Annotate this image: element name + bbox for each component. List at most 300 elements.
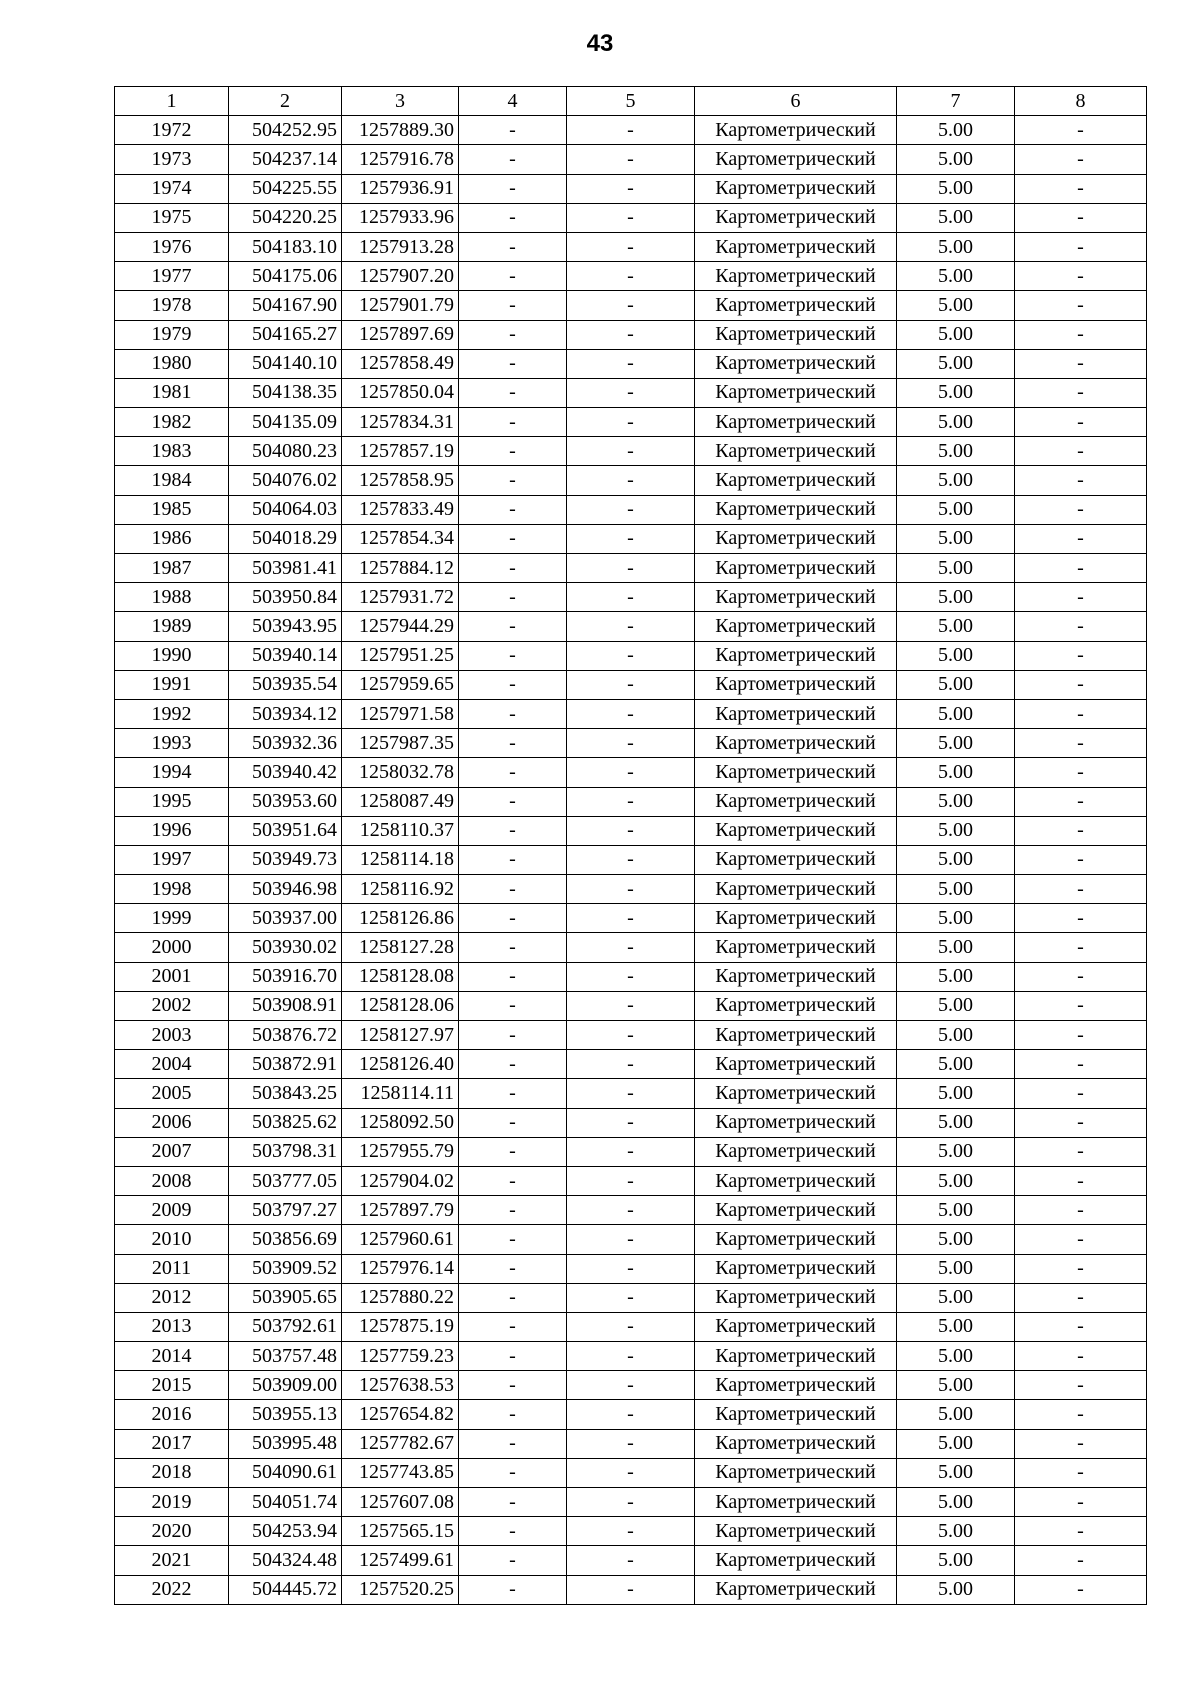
- x-coordinate-cell: 504138.35: [229, 378, 342, 407]
- method-cell: Картометрический: [695, 495, 897, 524]
- x-coordinate-cell: 503953.60: [229, 787, 342, 816]
- method-cell: Картометрический: [695, 612, 897, 641]
- col5-cell: -: [567, 1371, 695, 1400]
- x-coordinate-cell: 503843.25: [229, 1079, 342, 1108]
- x-coordinate-cell: 503872.91: [229, 1050, 342, 1079]
- accuracy-cell: 5.00: [897, 291, 1015, 320]
- col8-cell: -: [1015, 670, 1147, 699]
- y-coordinate-cell: 1257959.65: [342, 670, 459, 699]
- col5-cell: -: [567, 291, 695, 320]
- table-row: [115, 1050, 1147, 1079]
- col5-cell: -: [567, 1488, 695, 1517]
- y-coordinate-cell: 1257897.69: [342, 320, 459, 349]
- method-cell: Картометрический: [695, 1021, 897, 1050]
- y-coordinate-cell: 1257916.78: [342, 145, 459, 174]
- table-row: [115, 116, 1147, 145]
- x-coordinate-cell: 504064.03: [229, 495, 342, 524]
- col8-cell: -: [1015, 262, 1147, 291]
- accuracy-cell: 5.00: [897, 612, 1015, 641]
- col5-cell: -: [567, 845, 695, 874]
- col5-cell: -: [567, 1137, 695, 1166]
- col8-cell: -: [1015, 904, 1147, 933]
- method-cell: Картометрический: [695, 729, 897, 758]
- point-number-cell: 2007: [115, 1137, 229, 1166]
- col8-cell: -: [1015, 1021, 1147, 1050]
- col4-cell: -: [459, 291, 567, 320]
- col5-cell: -: [567, 583, 695, 612]
- col8-cell: -: [1015, 524, 1147, 553]
- x-coordinate-cell: 503935.54: [229, 670, 342, 699]
- y-coordinate-cell: 1258127.28: [342, 933, 459, 962]
- point-number-cell: 2010: [115, 1225, 229, 1254]
- col5-cell: -: [567, 933, 695, 962]
- x-coordinate-cell: 504140.10: [229, 349, 342, 378]
- method-cell: Картометрический: [695, 1458, 897, 1487]
- y-coordinate-cell: 1257987.35: [342, 729, 459, 758]
- accuracy-cell: 5.00: [897, 1196, 1015, 1225]
- col8-cell: -: [1015, 554, 1147, 583]
- col4-cell: -: [459, 1166, 567, 1195]
- y-coordinate-cell: 1257955.79: [342, 1137, 459, 1166]
- x-coordinate-cell: 504165.27: [229, 320, 342, 349]
- col4-cell: -: [459, 1079, 567, 1108]
- col4-cell: -: [459, 904, 567, 933]
- x-coordinate-cell: 503916.70: [229, 962, 342, 991]
- col4-cell: -: [459, 699, 567, 728]
- col8-cell: -: [1015, 1312, 1147, 1341]
- table-row: [115, 699, 1147, 728]
- accuracy-cell: 5.00: [897, 1488, 1015, 1517]
- accuracy-cell: 5.00: [897, 1225, 1015, 1254]
- accuracy-cell: 5.00: [897, 1371, 1015, 1400]
- col4-cell: -: [459, 1312, 567, 1341]
- accuracy-cell: 5.00: [897, 991, 1015, 1020]
- col5-cell: -: [567, 729, 695, 758]
- y-coordinate-cell: 1258087.49: [342, 787, 459, 816]
- col4-cell: -: [459, 1517, 567, 1546]
- table-row: [115, 437, 1147, 466]
- col8-cell: -: [1015, 116, 1147, 145]
- method-cell: Картометрический: [695, 1400, 897, 1429]
- accuracy-cell: 5.00: [897, 524, 1015, 553]
- y-coordinate-cell: 1257565.15: [342, 1517, 459, 1546]
- x-coordinate-cell: 503950.84: [229, 583, 342, 612]
- x-coordinate-cell: 503757.48: [229, 1342, 342, 1371]
- col4-cell: -: [459, 524, 567, 553]
- table-row: [115, 816, 1147, 845]
- accuracy-cell: 5.00: [897, 962, 1015, 991]
- col5-cell: -: [567, 408, 695, 437]
- x-coordinate-cell: 503949.73: [229, 845, 342, 874]
- col8-cell: -: [1015, 466, 1147, 495]
- table-row: [115, 1546, 1147, 1575]
- method-cell: Картометрический: [695, 1575, 897, 1604]
- col4-cell: -: [459, 203, 567, 232]
- table-row: [115, 875, 1147, 904]
- method-cell: Картометрический: [695, 408, 897, 437]
- point-number-cell: 1972: [115, 116, 229, 145]
- table-row: [115, 291, 1147, 320]
- accuracy-cell: 5.00: [897, 1546, 1015, 1575]
- col4-cell: -: [459, 962, 567, 991]
- x-coordinate-cell: 504167.90: [229, 291, 342, 320]
- point-number-cell: 1975: [115, 203, 229, 232]
- col4-cell: -: [459, 758, 567, 787]
- col5-cell: -: [567, 203, 695, 232]
- table-row: [115, 1225, 1147, 1254]
- col5-cell: -: [567, 466, 695, 495]
- method-cell: Картометрический: [695, 116, 897, 145]
- table-row: [115, 583, 1147, 612]
- table-row: [115, 1575, 1147, 1604]
- col5-cell: -: [567, 145, 695, 174]
- table-row: [115, 554, 1147, 583]
- col8-cell: -: [1015, 1429, 1147, 1458]
- col8-cell: -: [1015, 1166, 1147, 1195]
- coordinates-table: [114, 86, 1147, 1605]
- point-number-cell: 2000: [115, 933, 229, 962]
- method-cell: Картометрический: [695, 174, 897, 203]
- point-number-cell: 2013: [115, 1312, 229, 1341]
- col5-cell: -: [567, 232, 695, 261]
- table-row: [115, 1137, 1147, 1166]
- x-coordinate-cell: 503951.64: [229, 816, 342, 845]
- col8-cell: -: [1015, 174, 1147, 203]
- col5-cell: -: [567, 1312, 695, 1341]
- point-number-cell: 2001: [115, 962, 229, 991]
- column-header: 4: [459, 87, 567, 116]
- table-row: [115, 1079, 1147, 1108]
- col8-cell: -: [1015, 699, 1147, 728]
- table-row: [115, 174, 1147, 203]
- col5-cell: -: [567, 641, 695, 670]
- accuracy-cell: 5.00: [897, 1517, 1015, 1546]
- point-number-cell: 2021: [115, 1546, 229, 1575]
- col8-cell: -: [1015, 787, 1147, 816]
- y-coordinate-cell: 1257850.04: [342, 378, 459, 407]
- method-cell: Картометрический: [695, 933, 897, 962]
- col4-cell: -: [459, 933, 567, 962]
- col5-cell: -: [567, 378, 695, 407]
- point-number-cell: 1991: [115, 670, 229, 699]
- method-cell: Картометрический: [695, 1166, 897, 1195]
- col5-cell: -: [567, 320, 695, 349]
- x-coordinate-cell: 503798.31: [229, 1137, 342, 1166]
- y-coordinate-cell: 1257833.49: [342, 495, 459, 524]
- point-number-cell: 1973: [115, 145, 229, 174]
- col4-cell: -: [459, 116, 567, 145]
- table-row: [115, 1166, 1147, 1195]
- col8-cell: -: [1015, 1079, 1147, 1108]
- accuracy-cell: 5.00: [897, 378, 1015, 407]
- y-coordinate-cell: 1257884.12: [342, 554, 459, 583]
- accuracy-cell: 5.00: [897, 729, 1015, 758]
- table-row: [115, 1108, 1147, 1137]
- col4-cell: -: [459, 466, 567, 495]
- method-cell: Картометрический: [695, 1488, 897, 1517]
- table-row: [115, 904, 1147, 933]
- col4-cell: -: [459, 174, 567, 203]
- point-number-cell: 2012: [115, 1283, 229, 1312]
- method-cell: Картометрический: [695, 291, 897, 320]
- method-cell: Картометрический: [695, 466, 897, 495]
- column-header: 5: [567, 87, 695, 116]
- method-cell: Картометрический: [695, 1079, 897, 1108]
- col4-cell: -: [459, 991, 567, 1020]
- accuracy-cell: 5.00: [897, 758, 1015, 787]
- x-coordinate-cell: 503943.95: [229, 612, 342, 641]
- point-number-cell: 2018: [115, 1458, 229, 1487]
- y-coordinate-cell: 1257913.28: [342, 232, 459, 261]
- x-coordinate-cell: 503825.62: [229, 1108, 342, 1137]
- table-row: [115, 524, 1147, 553]
- point-number-cell: 1987: [115, 554, 229, 583]
- table-row: [115, 145, 1147, 174]
- method-cell: Картометрический: [695, 1371, 897, 1400]
- point-number-cell: 2014: [115, 1342, 229, 1371]
- col4-cell: -: [459, 1021, 567, 1050]
- x-coordinate-cell: 503981.41: [229, 554, 342, 583]
- y-coordinate-cell: 1257857.19: [342, 437, 459, 466]
- col5-cell: -: [567, 437, 695, 466]
- column-header: 1: [115, 87, 229, 116]
- accuracy-cell: 5.00: [897, 1166, 1015, 1195]
- accuracy-cell: 5.00: [897, 1342, 1015, 1371]
- y-coordinate-cell: 1257933.96: [342, 203, 459, 232]
- table-row: [115, 1458, 1147, 1487]
- x-coordinate-cell: 504445.72: [229, 1575, 342, 1604]
- table-row: [115, 962, 1147, 991]
- x-coordinate-cell: 503797.27: [229, 1196, 342, 1225]
- accuracy-cell: 5.00: [897, 904, 1015, 933]
- col8-cell: -: [1015, 1108, 1147, 1137]
- x-coordinate-cell: 503995.48: [229, 1429, 342, 1458]
- col4-cell: -: [459, 554, 567, 583]
- method-cell: Картометрический: [695, 641, 897, 670]
- y-coordinate-cell: 1257907.20: [342, 262, 459, 291]
- col5-cell: -: [567, 262, 695, 291]
- table-row: [115, 729, 1147, 758]
- point-number-cell: 1988: [115, 583, 229, 612]
- column-header: 2: [229, 87, 342, 116]
- table-row: [115, 320, 1147, 349]
- point-number-cell: 1995: [115, 787, 229, 816]
- col8-cell: -: [1015, 1458, 1147, 1487]
- col8-cell: -: [1015, 1225, 1147, 1254]
- col4-cell: -: [459, 320, 567, 349]
- table-row: [115, 495, 1147, 524]
- col4-cell: -: [459, 1196, 567, 1225]
- col8-cell: -: [1015, 408, 1147, 437]
- x-coordinate-cell: 503876.72: [229, 1021, 342, 1050]
- accuracy-cell: 5.00: [897, 320, 1015, 349]
- accuracy-cell: 5.00: [897, 1254, 1015, 1283]
- method-cell: Картометрический: [695, 437, 897, 466]
- x-coordinate-cell: 504051.74: [229, 1488, 342, 1517]
- col4-cell: -: [459, 378, 567, 407]
- method-cell: Картометрический: [695, 524, 897, 553]
- col8-cell: -: [1015, 1050, 1147, 1079]
- x-coordinate-cell: 503937.00: [229, 904, 342, 933]
- col4-cell: -: [459, 145, 567, 174]
- col4-cell: -: [459, 1254, 567, 1283]
- method-cell: Картометрический: [695, 1196, 897, 1225]
- col4-cell: -: [459, 408, 567, 437]
- col4-cell: -: [459, 845, 567, 874]
- accuracy-cell: 5.00: [897, 349, 1015, 378]
- y-coordinate-cell: 1257854.34: [342, 524, 459, 553]
- table-row: [115, 203, 1147, 232]
- method-cell: Картометрический: [695, 1050, 897, 1079]
- y-coordinate-cell: 1258092.50: [342, 1108, 459, 1137]
- col4-cell: -: [459, 729, 567, 758]
- method-cell: Картометрический: [695, 875, 897, 904]
- x-coordinate-cell: 503955.13: [229, 1400, 342, 1429]
- table-row: [115, 1400, 1147, 1429]
- method-cell: Картометрический: [695, 787, 897, 816]
- table-row: [115, 641, 1147, 670]
- col4-cell: -: [459, 1546, 567, 1575]
- accuracy-cell: 5.00: [897, 495, 1015, 524]
- accuracy-cell: 5.00: [897, 1079, 1015, 1108]
- accuracy-cell: 5.00: [897, 203, 1015, 232]
- method-cell: Картометрический: [695, 1108, 897, 1137]
- method-cell: Картометрический: [695, 991, 897, 1020]
- x-coordinate-cell: 504253.94: [229, 1517, 342, 1546]
- table-row: [115, 1342, 1147, 1371]
- y-coordinate-cell: 1258114.18: [342, 845, 459, 874]
- table-row: [115, 349, 1147, 378]
- method-cell: Картометрический: [695, 203, 897, 232]
- x-coordinate-cell: 503905.65: [229, 1283, 342, 1312]
- accuracy-cell: 5.00: [897, 1312, 1015, 1341]
- x-coordinate-cell: 503930.02: [229, 933, 342, 962]
- column-header: 8: [1015, 87, 1147, 116]
- col4-cell: -: [459, 641, 567, 670]
- col8-cell: -: [1015, 845, 1147, 874]
- x-coordinate-cell: 503940.42: [229, 758, 342, 787]
- col8-cell: -: [1015, 1254, 1147, 1283]
- method-cell: Картометрический: [695, 583, 897, 612]
- table-row: [115, 1196, 1147, 1225]
- col8-cell: -: [1015, 495, 1147, 524]
- accuracy-cell: 5.00: [897, 787, 1015, 816]
- table-row: [115, 1021, 1147, 1050]
- accuracy-cell: 5.00: [897, 232, 1015, 261]
- accuracy-cell: 5.00: [897, 145, 1015, 174]
- col5-cell: -: [567, 699, 695, 728]
- accuracy-cell: 5.00: [897, 845, 1015, 874]
- column-header: 3: [342, 87, 459, 116]
- table-header-row: [115, 87, 1147, 116]
- accuracy-cell: 5.00: [897, 641, 1015, 670]
- y-coordinate-cell: 1257971.58: [342, 699, 459, 728]
- x-coordinate-cell: 504135.09: [229, 408, 342, 437]
- y-coordinate-cell: 1258128.08: [342, 962, 459, 991]
- point-number-cell: 2008: [115, 1166, 229, 1195]
- table-row: [115, 262, 1147, 291]
- page-number: 43: [586, 30, 614, 57]
- point-number-cell: 1977: [115, 262, 229, 291]
- col4-cell: -: [459, 1225, 567, 1254]
- method-cell: Картометрический: [695, 904, 897, 933]
- point-number-cell: 2019: [115, 1488, 229, 1517]
- method-cell: Картометрический: [695, 699, 897, 728]
- point-number-cell: 1994: [115, 758, 229, 787]
- accuracy-cell: 5.00: [897, 583, 1015, 612]
- col5-cell: -: [567, 1079, 695, 1108]
- y-coordinate-cell: 1258114.11: [342, 1079, 459, 1108]
- col5-cell: -: [567, 349, 695, 378]
- column-header: 7: [897, 87, 1015, 116]
- point-number-cell: 1983: [115, 437, 229, 466]
- point-number-cell: 1996: [115, 816, 229, 845]
- col5-cell: -: [567, 1254, 695, 1283]
- col5-cell: -: [567, 174, 695, 203]
- point-number-cell: 1998: [115, 875, 229, 904]
- col8-cell: -: [1015, 437, 1147, 466]
- y-coordinate-cell: 1257936.91: [342, 174, 459, 203]
- method-cell: Картометрический: [695, 1137, 897, 1166]
- accuracy-cell: 5.00: [897, 1050, 1015, 1079]
- col5-cell: -: [567, 1108, 695, 1137]
- col8-cell: -: [1015, 378, 1147, 407]
- accuracy-cell: 5.00: [897, 1429, 1015, 1458]
- x-coordinate-cell: 504220.25: [229, 203, 342, 232]
- table-row: [115, 758, 1147, 787]
- y-coordinate-cell: 1257638.53: [342, 1371, 459, 1400]
- y-coordinate-cell: 1258126.86: [342, 904, 459, 933]
- table-row: [115, 612, 1147, 641]
- table-row: [115, 1283, 1147, 1312]
- y-coordinate-cell: 1257607.08: [342, 1488, 459, 1517]
- col8-cell: -: [1015, 349, 1147, 378]
- y-coordinate-cell: 1257743.85: [342, 1458, 459, 1487]
- point-number-cell: 1999: [115, 904, 229, 933]
- col8-cell: -: [1015, 612, 1147, 641]
- y-coordinate-cell: 1257976.14: [342, 1254, 459, 1283]
- x-coordinate-cell: 503909.52: [229, 1254, 342, 1283]
- col5-cell: -: [567, 524, 695, 553]
- col4-cell: -: [459, 1342, 567, 1371]
- point-number-cell: 1993: [115, 729, 229, 758]
- x-coordinate-cell: 504252.95: [229, 116, 342, 145]
- col4-cell: -: [459, 787, 567, 816]
- method-cell: Картометрический: [695, 554, 897, 583]
- table-row: [115, 670, 1147, 699]
- col8-cell: -: [1015, 1575, 1147, 1604]
- table-row: [115, 466, 1147, 495]
- method-cell: Картометрический: [695, 1225, 897, 1254]
- col5-cell: -: [567, 787, 695, 816]
- col8-cell: -: [1015, 758, 1147, 787]
- method-cell: Картометрический: [695, 1517, 897, 1546]
- point-number-cell: 1980: [115, 349, 229, 378]
- col8-cell: -: [1015, 1342, 1147, 1371]
- x-coordinate-cell: 503934.12: [229, 699, 342, 728]
- y-coordinate-cell: 1258032.78: [342, 758, 459, 787]
- method-cell: Картометрический: [695, 845, 897, 874]
- point-number-cell: 1979: [115, 320, 229, 349]
- table-row: [115, 991, 1147, 1020]
- x-coordinate-cell: 504225.55: [229, 174, 342, 203]
- col8-cell: -: [1015, 1137, 1147, 1166]
- y-coordinate-cell: 1257951.25: [342, 641, 459, 670]
- y-coordinate-cell: 1257889.30: [342, 116, 459, 145]
- point-number-cell: 1989: [115, 612, 229, 641]
- col5-cell: -: [567, 1575, 695, 1604]
- col5-cell: -: [567, 116, 695, 145]
